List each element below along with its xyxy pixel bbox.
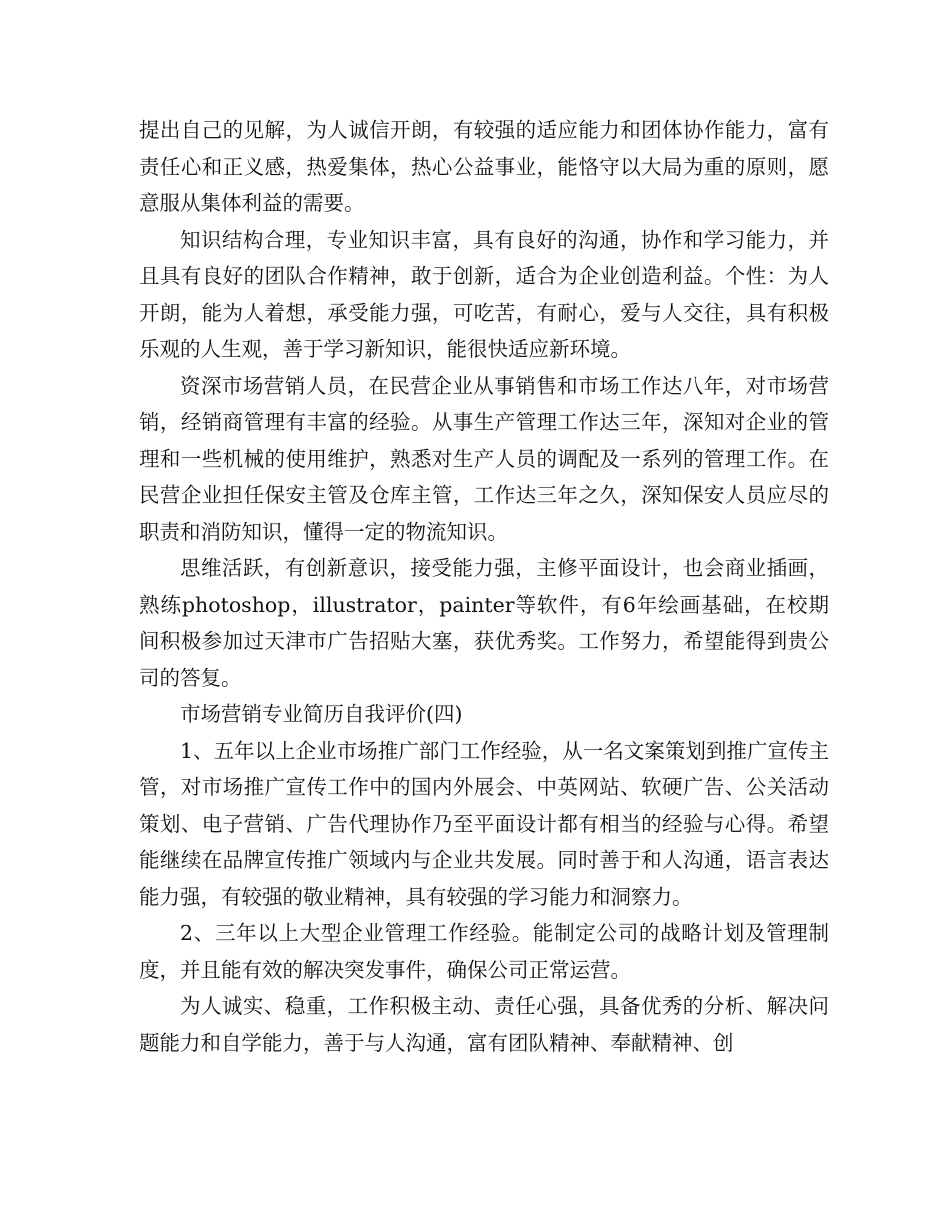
paragraph: 为人诚实、稳重，工作积极主动、责任心强，具备优秀的分析、解决问题能力和自学能力，善于与人沟通，富有团队精神、奉献精神、创 bbox=[139, 994, 829, 1055]
paragraph: 2、三年以上大型企业管理工作经验。能制定公司的战略计划及管理制度，并且能有效的解决突发事件，确保公司正常运营。 bbox=[139, 921, 829, 982]
paragraph: 提出自己的见解，为人诚信开朗，有较强的适应能力和团体协作能力，富有责任心和正义感，热爱集体，热心公益事业，能恪守以大局为重的原则，愿意服从集体利益的需要。 bbox=[139, 118, 829, 215]
body-text bbox=[139, 112, 829, 1061]
paragraph: 资深市场营销人员，在民营企业从事销售和市场工作达八年，对市场营销，经销商管理有丰富的经验。从事生产管理工作达三年，深知对企业的管理和一些机械的使用维护，熟悉对生产人员的调配及一系列的管理工作。在民营企业担任保安主管及仓库主管，工作达三年之久，深知保安人员应尽的职责和消防知识，懂得一定的物流知识。 bbox=[139, 373, 829, 544]
paragraph: 思维活跃，有创新意识，接受能力强，主修平面设计，也会商业插画，熟练photoshop，illustrator，painter等软件，有6年绘画基础，在校期间积极参加过天津市广告招贴大塞，获优秀奖。工作努力，希望能得到贵公司的答复。 bbox=[139, 556, 829, 690]
paragraph: 1、五年以上企业市场推广部门工作经验，从一名文案策划到推广宣传主管，对市场推广宣传工作中的国内外展会、中英网站、软硬广告、公关活动策划、电子营销、广告代理协作乃至平面设计都有相当的经验与心得。希望能继续在品牌宣传推广领域内与企业共发展。同时善于和人沟通，语言表达能力强，有较强的敬业精神，具有较强的学习能力和洞察力。 bbox=[139, 738, 829, 909]
paragraph: 知识结构合理，专业知识丰富，具有良好的沟通，协作和学习能力，并且具有良好的团队合作精神，敢于创新，适合为企业创造利益。个性：为人开朗，能为人着想，承受能力强，可吃苦，有耐心，爱与人交往，具有积极乐观的人生观，善于学习新知识，能很快适应新环境。 bbox=[139, 227, 829, 361]
section-heading: 市场营销专业简历自我评价(四) bbox=[180, 702, 463, 726]
